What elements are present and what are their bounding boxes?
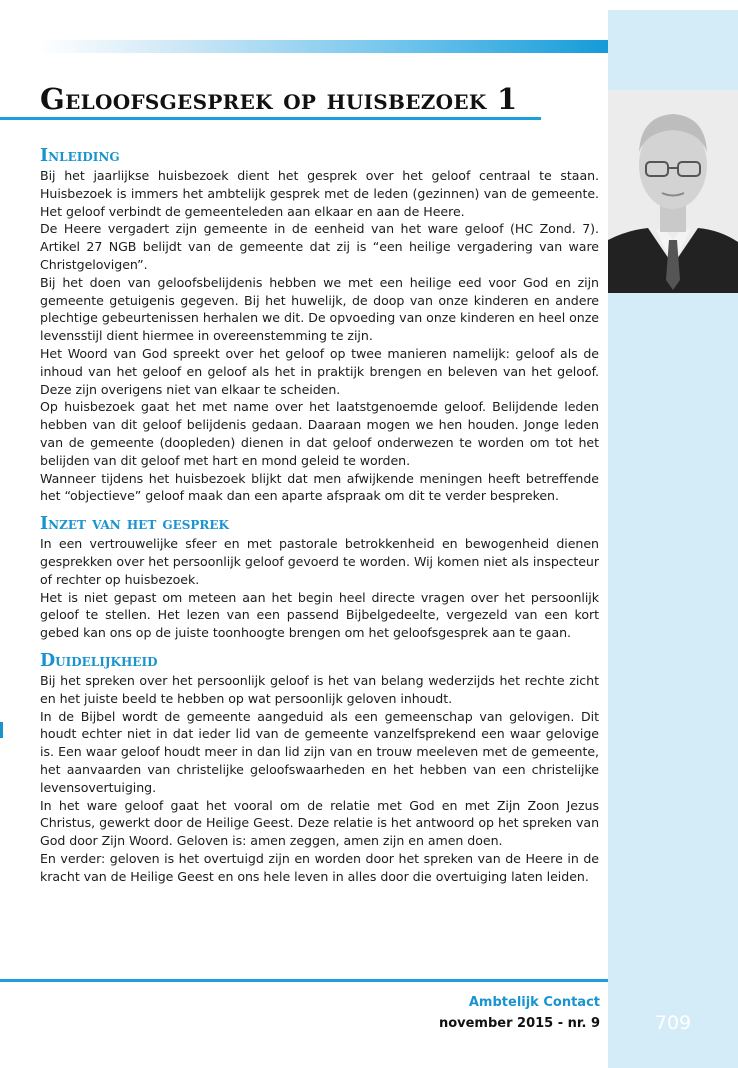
paragraph: Bij het jaarlijkse huisbezoek dient het gesprek over het geloof centraal te staan. Huisbezoek is immers het ambtelijk gesprek met de leden (gezinnen) van de gemeente. Het geloof verbindt de gemeenteleden aan elkaar en aan de Heere.	[40, 168, 599, 219]
section-inleiding	[40, 145, 599, 505]
paragraph: En verder: geloven is het overtuigd zijn en worden door het spreken van de Heere in de kracht van de Heilige Geest en ons hele leven in alles door die overtuiging laten leiden.	[40, 850, 599, 884]
paragraph: De Heere vergadert zijn gemeente in de eenheid van het ware geloof (HC Zond. 7). Artikel 27 NGB belijdt van de gemeente dat zij is “een heilige vergadering van ware Christgelovigen”.	[40, 221, 599, 272]
section-heading: Inzet van het gesprek	[40, 514, 229, 535]
portrait-icon	[608, 90, 738, 293]
footer-issue: november 2015 - nr. 9	[438, 1016, 600, 1031]
paragraph: In een vertrouwelijke sfeer en met pastorale betrokkenheid en bewogenheid dienen gesprekken over het persoonlijk geloof gevoerd te worden. Wij komen niet als inspecteur of rechter op huisbezoek.	[40, 536, 599, 587]
page-number: 709	[654, 1012, 692, 1034]
title-underline	[0, 117, 541, 120]
paragraph: Op huisbezoek gaat het met name over het laatstgenoemde geloof. Belijdende leden hebben van dit geloof belijdenis gedaan. Daaraan mogen we hen houden. Jonge leden van de gemeente (doopleden) dienen in dat geloof onderwezen te worden om tot het belijden van dit geloof met hart en mond geleid te worden.	[40, 399, 599, 468]
author-portrait-photo	[608, 90, 738, 293]
paragraph: In de Bijbel wordt de gemeente aangeduid als een gemeenschap van gelovigen. Dit houdt echter niet in dat ieder lid van de gemeente vanzelfsprekend een waar gelovige is. Een waar geloof houdt meer in dan lid zijn van en trouw meeleven met de gemeente, het aanvaarden van christelijke geloofswaarheden en het hebben van een christelijke levensovertuiging.	[40, 708, 599, 795]
section-duidelijkheid	[40, 650, 599, 886]
header-gradient-band	[40, 40, 608, 53]
article-body	[40, 145, 599, 893]
paragraph: Bij het doen van geloofsbelijdenis hebben we met een heilige eed voor God en zijn gemeente getuigenis gegeven. Bij het huwelijk, de doop van onze kinderen en andere plechtige gebeurtenissen herhalen we dit. De opvoeding van onze kinderen en heel onze levensstijl dient hiermee in overeenstemming te zijn.	[40, 274, 599, 344]
section-inzet	[40, 513, 599, 642]
paragraph: Het Woord van God spreekt over het geloof op twee manieren namelijk: geloof als de inhoud van het geloof en geloof als het in praktijk brengen en beleven van het geloof. Deze zijn overigens niet van elkaar te scheiden.	[40, 345, 599, 397]
paragraph: Het is niet gepast om meteen aan het begin heel directe vragen over het persoonlijk geloof te stellen. Het lezen van een passend Bijbelgedeelte, vergezeld van een kort gebed kan ons op de juiste toonhoogte brengen om het geloofsgesprek aan te gaan.	[40, 589, 599, 641]
footer-publication-name: Ambtelijk Contact	[468, 995, 600, 1010]
page-title: Geloofsgesprek op huisbezoek 1	[40, 82, 518, 116]
paragraph: Wanneer tijdens het huisbezoek blijkt dat men afwijkende meningen heeft betreffende het “objectieve” geloof maak dan een aparte afspraak om dit te verder bespreken.	[40, 470, 599, 504]
paragraph: Bij het spreken over het persoonlijk geloof is het van belang wederzijds het rechte zicht en het juiste beeld te hebben op wat persoonlijk geloven inhoudt.	[40, 672, 599, 706]
margin-marker	[0, 722, 3, 738]
section-heading: Duidelijkheid	[40, 650, 158, 671]
section-heading: Inleiding	[40, 146, 120, 166]
paragraph: In het ware geloof gaat het vooral om de relatie met God en met Zijn Zoon Jezus Christus, gewerkt door de Heilige Geest. Deze relatie is het antwoord op het spreken van God door Zijn Woord. Geloven is: amen zeggen, amen zijn en amen doen.	[40, 797, 599, 849]
footer-rule	[0, 979, 608, 982]
